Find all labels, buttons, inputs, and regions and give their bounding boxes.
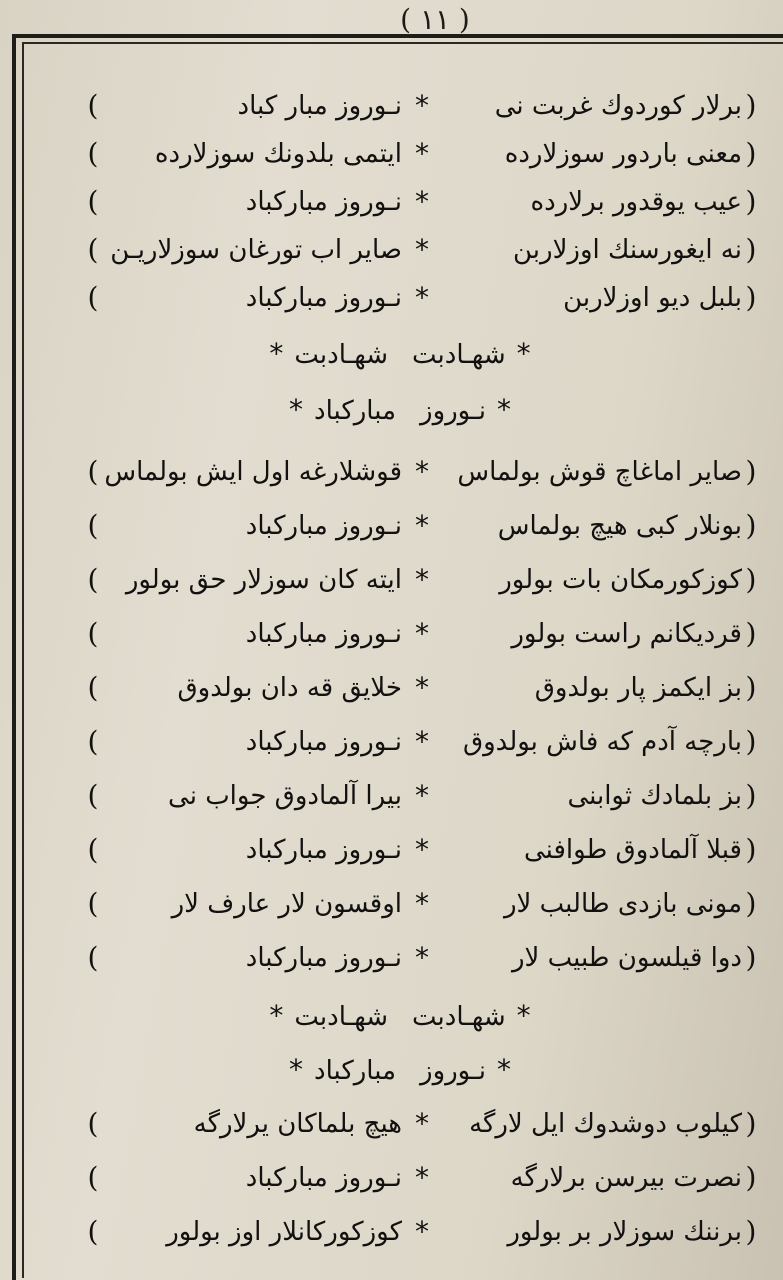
poem-body — [40, 82, 770, 1262]
hemistich-left: اوقسون لار عارف لار — [171, 889, 402, 919]
refrain-word: نـوروز — [420, 1056, 486, 1086]
star-mark: * — [516, 999, 531, 1032]
hemistich-right: بلبل ديو اوزلاربن — [563, 283, 742, 313]
hemistich-right: برننك سوزلار بر بولور — [507, 1217, 742, 1247]
refrain-line — [40, 386, 760, 434]
refrain-word: مباركباد — [314, 396, 397, 426]
hemistich-right: قرديكانم راست بولور — [511, 619, 742, 649]
hemistich-left: نـوروز مباركباد — [245, 283, 402, 313]
poem-line: (مونى بازدى طالبب لار*اوقسون لار عارف لار) — [40, 880, 760, 928]
poem-line: (دوا قيلسون طبيب لار*نـوروز مباركباد) — [40, 934, 760, 982]
hemistich-left: صاير اب تورغان سوزلاريـن — [110, 235, 402, 265]
star-mark: * — [516, 337, 531, 370]
hemistich-right: قبلا آلمادوق طوافنى — [523, 835, 742, 865]
hemistich-left: نـوروز مبار كباد — [237, 91, 402, 121]
hemistich-right: بارچه آدم كه فاش بولدوق — [462, 727, 742, 757]
star-separator: * — [415, 725, 429, 758]
star-separator: * — [415, 233, 429, 266]
refrain-word: شهـادبت — [412, 340, 506, 370]
star-separator: * — [415, 887, 429, 920]
hemistich-left: خلايق قه دان بولدوق — [177, 673, 402, 703]
star-mark: * — [496, 1053, 511, 1086]
star-mark: * — [496, 393, 511, 426]
hemistich-left: نـوروز مباركباد — [245, 835, 402, 865]
poem-line: (كوزكورمكان بات بولور*ايته كان سوزلار حق بولور) — [40, 556, 760, 604]
star-separator: * — [415, 671, 429, 704]
star-separator: * — [415, 833, 429, 866]
hemistich-left: نـوروز مباركباد — [245, 619, 402, 649]
hemistich-right: كيلوب دوشدوك ايل لارگه — [469, 1109, 742, 1139]
star-separator: * — [415, 1161, 429, 1194]
poem-line: (معنى باردور سوزلارده*ايتمى بلدونك سوزلارده) — [40, 130, 760, 178]
poem-line: (بلبل ديو اوزلاربن*نـوروز مباركباد) — [40, 274, 760, 322]
hemistich-right: بونلار كبى هيچ بولماس — [497, 511, 742, 541]
poem-line: (بونلار كبى هيچ بولماس*نـوروز مباركباد) — [40, 502, 760, 550]
hemistich-left: كوزكوركانلار اوز بولور — [166, 1217, 402, 1247]
star-mark: * — [289, 1053, 304, 1086]
hemistich-right: مونى بازدى طالبب لار — [504, 889, 742, 919]
refrain-line — [40, 330, 760, 378]
star-mark: * — [269, 337, 284, 370]
poem-line: (نه ايغورسنك اوزلاربن*صاير اب تورغان سوزلاريـن) — [40, 226, 760, 274]
refrain-line — [40, 1046, 760, 1094]
star-mark: * — [269, 999, 284, 1032]
refrain-word: شهـادبت — [294, 340, 388, 370]
hemistich-left: بيرا آلمادوق جواب نى — [168, 781, 402, 811]
hemistich-left: نـوروز مباركباد — [245, 187, 402, 217]
hemistich-left: نـوروز مباركباد — [245, 511, 402, 541]
poem-line: (بز ايكمز پار بولدوق*خلايق قه دان بولدوق) — [40, 664, 760, 712]
star-separator: * — [415, 455, 429, 488]
hemistich-right: برلار كوردوك غربت نى — [494, 91, 742, 121]
hemistich-left: نـوروز مباركباد — [245, 1163, 402, 1193]
star-separator: * — [415, 941, 429, 974]
poem-line: (برلار كوردوك غربت نى*نـوروز مبار كباد) — [40, 82, 760, 130]
hemistich-right: دوا قيلسون طبيب لار — [511, 943, 742, 973]
star-separator: * — [415, 509, 429, 542]
hemistich-right: عيب يوقدور برلارده — [530, 187, 742, 217]
poem-line: (كيلوب دوشدوك ايل لارگه*هيچ بلماكان يرلارگه) — [40, 1100, 760, 1148]
hemistich-right: نه ايغورسنك اوزلاربن — [513, 235, 742, 265]
hemistich-left: قوشلارغه اول ايش بولماس — [104, 457, 402, 487]
poem-line: (نصرت بيرسن برلارگه*نـوروز مباركباد) — [40, 1154, 760, 1202]
star-separator: * — [415, 617, 429, 650]
star-separator: * — [415, 1107, 429, 1140]
poem-line: (بز بلمادك ثوابنى*بيرا آلمادوق جواب نى) — [40, 772, 760, 820]
hemistich-right: صاير اماغاچ قوش بولماس — [457, 457, 742, 487]
hemistich-left: ايتمى بلدونك سوزلارده — [154, 139, 402, 169]
poem-line: (بارچه آدم كه فاش بولدوق*نـوروز مباركباد) — [40, 718, 760, 766]
star-separator: * — [415, 1215, 429, 1248]
star-mark: * — [289, 393, 304, 426]
star-separator: * — [415, 281, 429, 314]
refrain-word: شهـادبت — [412, 1002, 506, 1032]
poem-line: (برننك سوزلار بر بولور*كوزكوركانلار اوز بولور) — [40, 1208, 760, 1256]
poem-line: (صاير اماغاچ قوش بولماس*قوشلارغه اول ايش بولماس) — [40, 448, 760, 496]
refrain-word: نـوروز — [420, 396, 486, 426]
hemistich-left: نـوروز مباركباد — [245, 943, 402, 973]
refrain-line — [40, 992, 760, 1040]
hemistich-left: نـوروز مباركباد — [245, 727, 402, 757]
star-separator: * — [415, 137, 429, 170]
hemistich-right: بز ايكمز پار بولدوق — [534, 673, 742, 703]
poem-line: (عيب يوقدور برلارده*نـوروز مباركباد) — [40, 178, 760, 226]
hemistich-right: كوزكورمكان بات بولور — [499, 565, 742, 595]
poem-line: (قرديكانم راست بولور*نـوروز مباركباد) — [40, 610, 760, 658]
poem-line: (قبلا آلمادوق طوافنى*نـوروز مباركباد) — [40, 826, 760, 874]
hemistich-right: نصرت بيرسن برلارگه — [510, 1163, 742, 1193]
refrain-word: شهـادبت — [294, 1002, 388, 1032]
star-separator: * — [415, 779, 429, 812]
page-number: ( ۱۱ ) — [400, 3, 470, 36]
star-separator: * — [415, 185, 429, 218]
star-separator: * — [415, 89, 429, 122]
hemistich-right: معنى باردور سوزلارده — [504, 139, 742, 169]
refrain-word: مباركباد — [314, 1056, 397, 1086]
hemistich-right: بز بلمادك ثوابنى — [567, 781, 742, 811]
hemistich-left: هيچ بلماكان يرلارگه — [193, 1109, 402, 1139]
star-separator: * — [415, 563, 429, 596]
hemistich-left: ايته كان سوزلار حق بولور — [125, 565, 402, 595]
